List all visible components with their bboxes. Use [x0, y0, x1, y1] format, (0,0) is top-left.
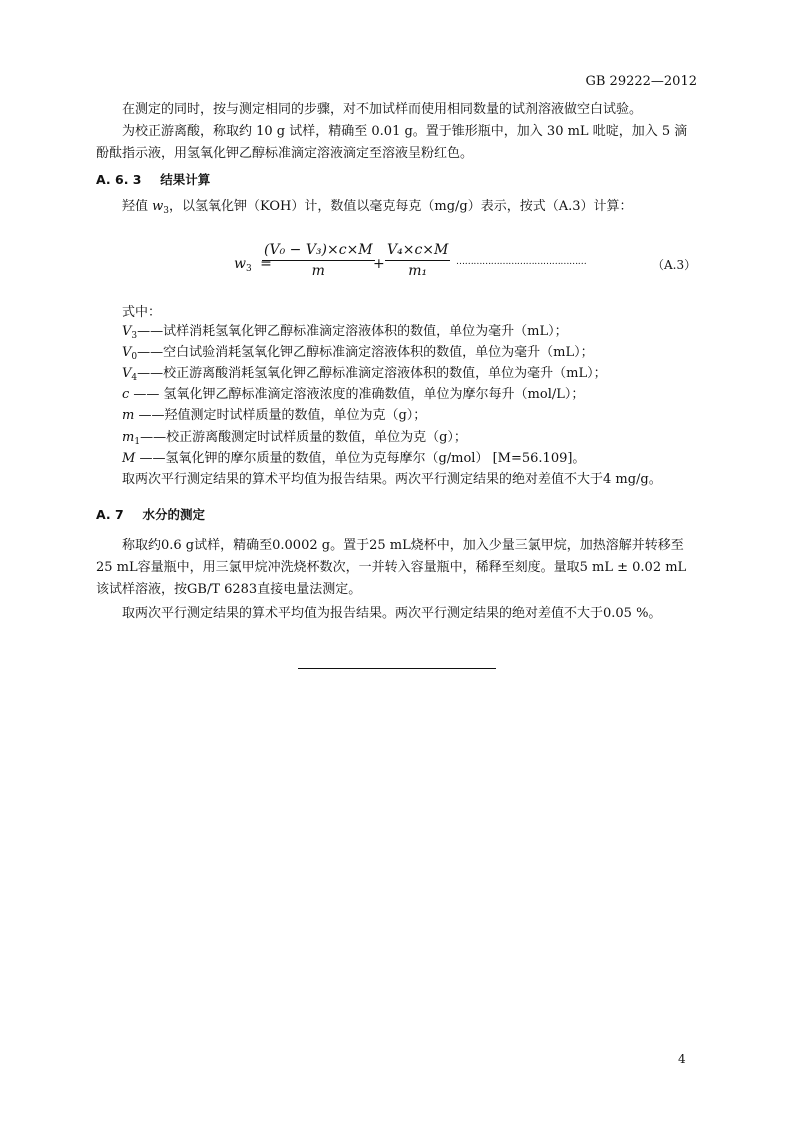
free-acid-paragraph-line2: 酚酞指示液，用氢氧化钾乙醇标准滴定溶液滴定至溶液呈粉红色。	[96, 146, 474, 161]
blank-test-paragraph: 在测定的同时，按与测定相同的步骤，对不加试样而使用相同数量的试剂溶液做空白试验。	[122, 102, 643, 117]
a7-paragraph-line1: 称取约0.6 g试样，精确至0.0002 g。置于25 mL烧杯中，加入少量三氯甲烷，加热溶解并转移至	[122, 538, 684, 553]
page-number: 4	[678, 1052, 686, 1066]
section-a7-number: A. 7	[96, 507, 124, 522]
formula-lhs: $w_3$ =	[234, 256, 272, 274]
section-a7-title: 水分的测定	[142, 507, 205, 522]
section-a63-heading	[96, 170, 210, 188]
section-a63-number: A. 6. 3	[96, 172, 142, 187]
hydroxyl-intro: 羟值 $w_3$，以氢氧化钾（KOH）计，数值以毫克每克（mg/g）表示，按式（A.3）计算：	[122, 199, 633, 216]
definition-m: m ——羟值测定时试样质量的数值，单位为克（g）；	[122, 408, 427, 423]
definition-molar-mass: M ——氢氧化钾的摩尔质量的数值，单位为克每摩尔（g/mol） [M=56.109]。	[122, 451, 586, 466]
definition-v0: $V_0——$空白试验消耗氢氧化钾乙醇标准滴定溶液体积的数值，单位为毫升（mL）；	[122, 345, 594, 362]
section-a63-title: 结果计算	[160, 172, 211, 187]
formula-fraction-2: $\frac{\text{V₄×c×M}}{\text{m₁}}$	[387, 242, 449, 279]
standard-number: GB 29222—2012	[585, 74, 697, 89]
definition-v4: $V_4——$校正游离酸消耗氢氧化钾乙醇标准滴定溶液体积的数值，单位为毫升（mL）；	[122, 366, 607, 383]
a7-paragraph-line3: 该试样溶液，按GB/T 6283直接电量法测定。	[96, 582, 362, 597]
free-acid-paragraph-line1: 为校正游离酸，称取约 10 g 试样，精确至 0.01 g。置于锥形瓶中，加入 30 mL 吡啶，加入 5 滴	[122, 124, 688, 139]
end-rule	[298, 668, 496, 669]
definition-m1: $m_1——$校正游离酸测定时试样质量的数值，单位为克（g）；	[122, 430, 467, 447]
formula-plus: +	[373, 256, 385, 272]
a7-result-statement: 取两次平行测定结果的算术平均值为报告结果。两次平行测定结果的绝对差值不大于0.05 %。	[122, 606, 662, 621]
where-label: 式中：	[122, 305, 162, 320]
a6-result-statement: 取两次平行测定结果的算术平均值为报告结果。两次平行测定结果的绝对差值不大于4 mg/g。	[122, 472, 662, 487]
formula-leader-dots: ………………………………………	[456, 257, 587, 267]
definition-v3: $V_3——$试样消耗氢氧化钾乙醇标准滴定溶液体积的数值，单位为毫升（mL）；	[122, 324, 568, 341]
equation-number: （A.3）	[652, 258, 697, 272]
section-a7-heading	[96, 505, 205, 523]
formula-fraction-1: $\frac{\text{(V₀ − V₃)×c×M}}{m}$	[264, 242, 373, 279]
definition-c: c —— 氢氧化钾乙醇标准滴定溶液浓度的准确数值，单位为摩尔每升（mol/L）；	[122, 387, 585, 402]
a7-paragraph-line2: 25 mL容量瓶中，用三氯甲烷冲洗烧杯数次，一并转入容量瓶中，稀释至刻度。量取5 mL ± 0.02 mL	[96, 560, 687, 575]
